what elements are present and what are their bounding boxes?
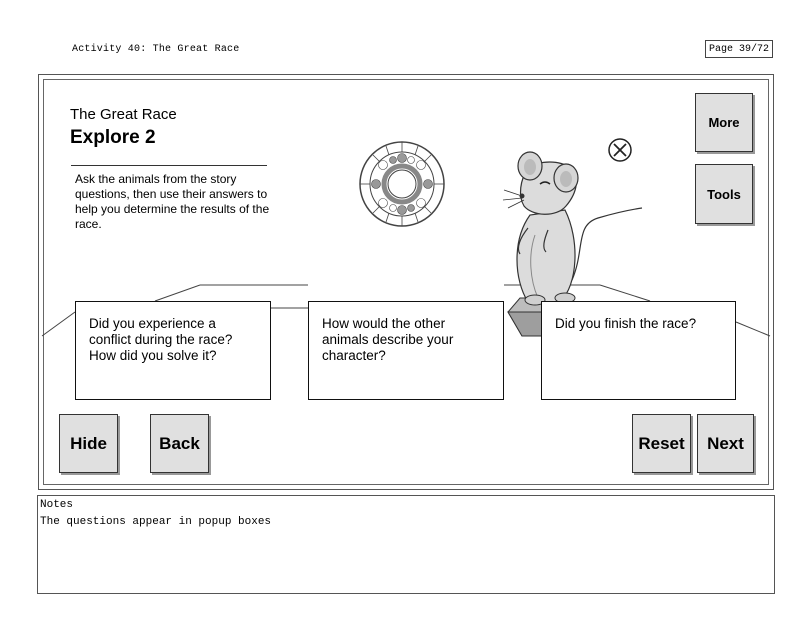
- tools-button[interactable]: Tools: [695, 164, 753, 224]
- notes-label: Notes: [40, 499, 74, 511]
- divider: [71, 165, 267, 166]
- page-indicator: Page 39/72: [705, 40, 773, 58]
- instructions-text: Ask the animals from the story questions, then use their answers to help you determine the results of the race.: [75, 172, 270, 231]
- next-button[interactable]: Next: [697, 414, 754, 473]
- hide-button[interactable]: Hide: [59, 414, 118, 473]
- more-button[interactable]: More: [695, 93, 753, 152]
- question-popup-1[interactable]: Did you experience a conflict during the race? How did you solve it?: [75, 301, 271, 400]
- page-title: Explore 2: [70, 127, 156, 148]
- zodiac-wheel-icon[interactable]: [360, 142, 444, 226]
- back-button[interactable]: Back: [150, 414, 209, 473]
- activity-title: Activity 40: The Great Race: [72, 44, 240, 55]
- activity-subtitle: The Great Race: [70, 106, 177, 123]
- question-popup-3[interactable]: Did you finish the race?: [541, 301, 736, 400]
- close-icon[interactable]: [609, 139, 631, 161]
- notes-panel: [37, 495, 775, 594]
- question-popup-2[interactable]: How would the other animals describe your character?: [308, 301, 504, 400]
- notes-text: The questions appear in popup boxes: [40, 516, 272, 528]
- reset-button[interactable]: Reset: [632, 414, 691, 473]
